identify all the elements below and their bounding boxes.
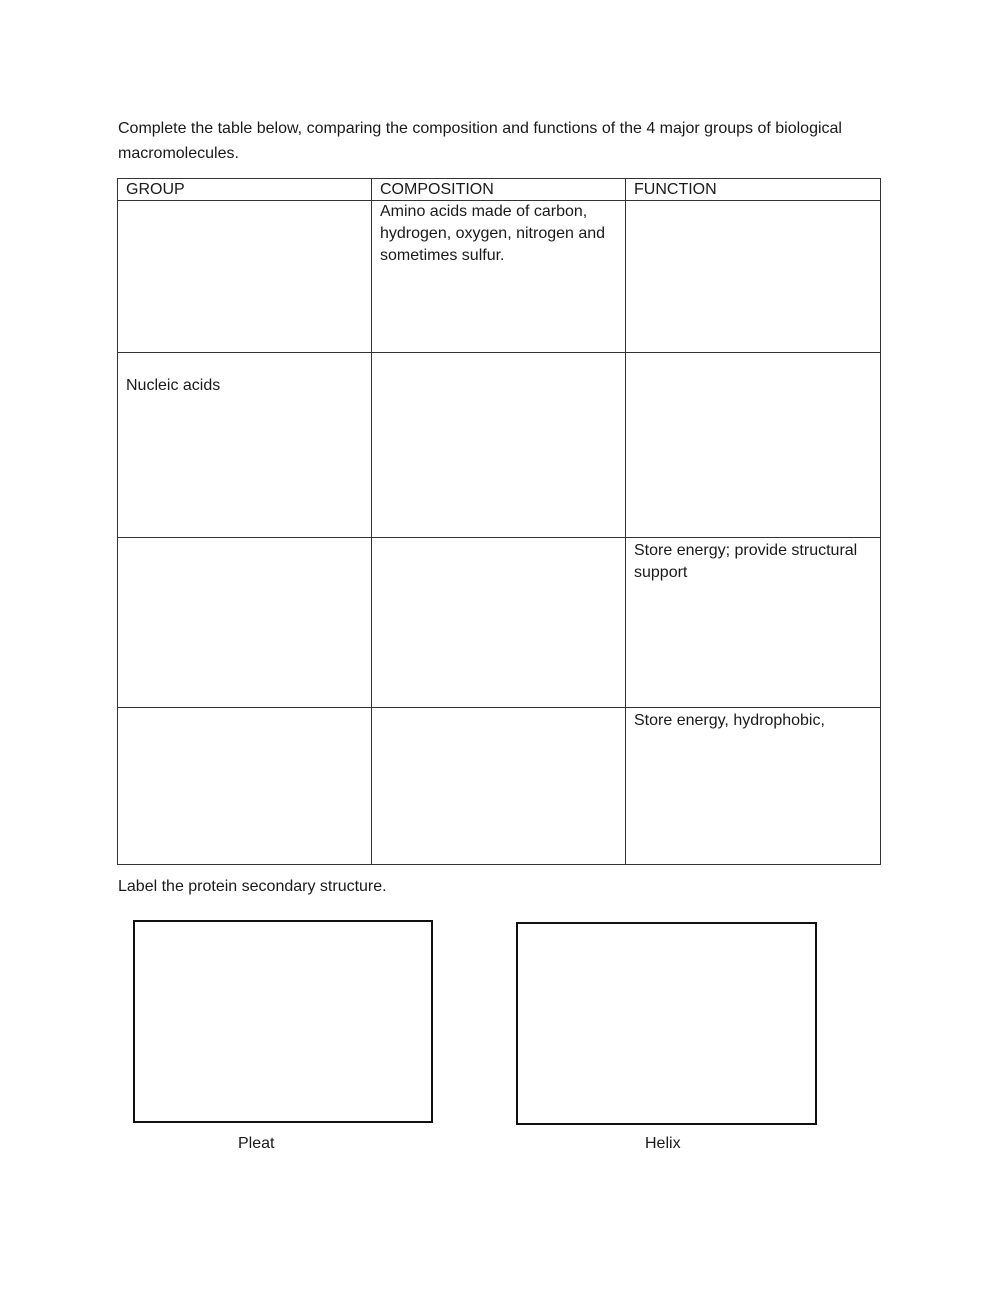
pleat-drop-box[interactable] — [133, 920, 433, 1123]
function-cell[interactable] — [626, 353, 881, 538]
table-row — [118, 538, 881, 708]
composition-cell[interactable] — [372, 353, 626, 538]
composition-cell[interactable] — [372, 708, 626, 865]
table-row — [118, 201, 881, 353]
function-cell[interactable]: Store energy; provide structural support — [626, 538, 881, 708]
secondary-structure-prompt: Label the protein secondary structure. — [118, 878, 387, 895]
composition-cell[interactable] — [372, 538, 626, 708]
group-cell[interactable] — [118, 538, 372, 708]
instructions-text: Complete the table below, comparing the composition and functions of the 4 major groups of biological macromolecules. — [118, 120, 842, 162]
composition-cell[interactable]: Amino acids made of carbon, hydrogen, oxygen, nitrogen and sometimes sulfur. — [372, 201, 626, 353]
helix-caption: Helix — [645, 1135, 681, 1152]
header-group: GROUP — [118, 179, 372, 201]
header-composition: COMPOSITION — [372, 179, 626, 201]
function-cell[interactable]: Store energy, hydrophobic, — [626, 708, 881, 865]
table-header-row — [118, 179, 881, 201]
table-row — [118, 708, 881, 865]
group-cell[interactable] — [118, 201, 372, 353]
group-cell[interactable] — [118, 708, 372, 865]
group-cell[interactable]: Nucleic acids — [118, 353, 372, 538]
pleat-caption: Pleat — [238, 1135, 275, 1152]
header-function: FUNCTION — [626, 179, 881, 201]
table-row — [118, 353, 881, 538]
function-cell[interactable] — [626, 201, 881, 353]
macromolecule-table — [117, 178, 881, 865]
helix-drop-box[interactable] — [516, 922, 817, 1125]
